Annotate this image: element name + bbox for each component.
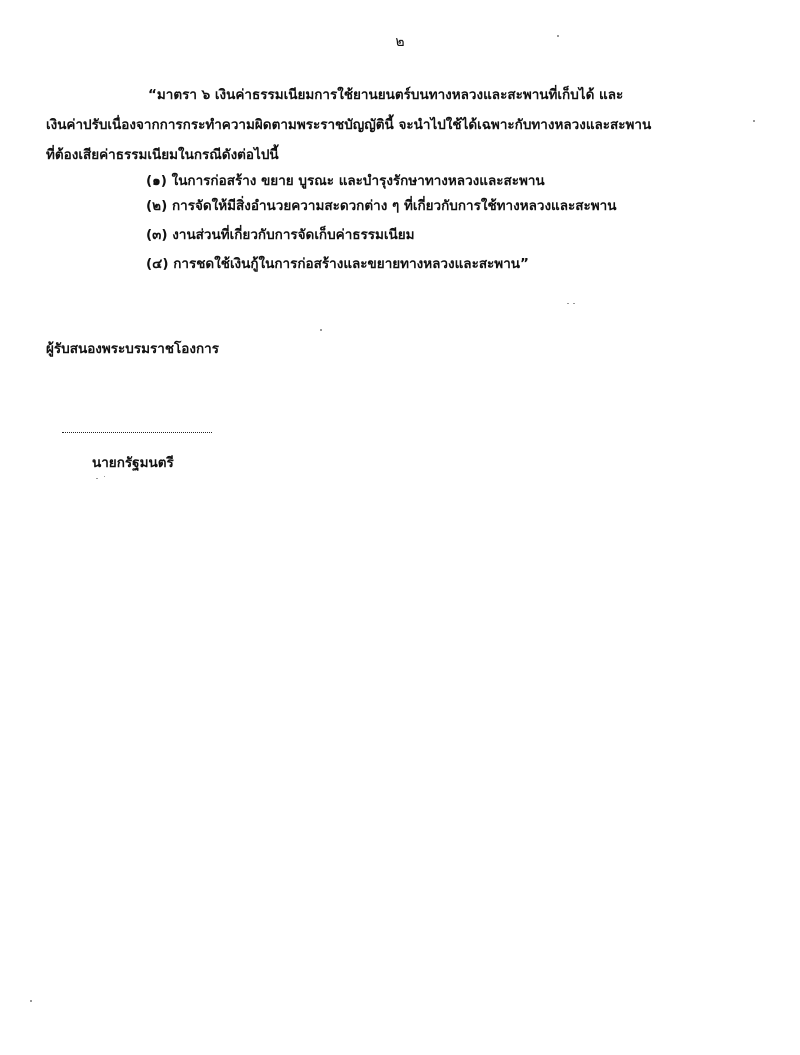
scan-speck [557,35,559,37]
scan-speck [30,1000,32,1002]
section-line-2: เงินค่าปรับเนื่องจากการกระทำความผิดตามพระราชบัญญัตินี้ จะนำไปใช้ได้เฉพาะกับทางหลวงและสะพาน [46,117,652,133]
list-item-1: (๑) ในการก่อสร้าง ขยาย บูรณะ และบำรุงรักษาทางหลวงและสะพาน [146,173,545,189]
scan-speck [96,478,98,479]
scan-speck [753,120,755,122]
list-item-3: (๓) งานส่วนที่เกี่ยวกับการจัดเก็บค่าธรรมเนียม [146,227,415,243]
prime-minister-title: นายกรัฐมนตรี [92,455,174,471]
scan-speck [104,476,105,477]
page-number: ๒ [395,34,405,50]
scan-speck [567,303,569,304]
signature-dotted-line [62,432,212,433]
section-line-3: ที่ต้องเสียค่าธรรมเนียมในกรณีดังต่อไปนี้ [46,147,279,163]
scan-speck [573,303,575,304]
countersign-heading: ผู้รับสนองพระบรมราชโองการ [46,341,219,357]
list-item-2: (๒) การจัดให้มีสิ่งอำนวยความสะดวกต่าง ๆ ที่เกี่ยวกับการใช้ทางหลวงและสะพาน [146,198,617,214]
section-intro-line: “มาตรา ๖ เงินค่าธรรมเนียมการใช้ยานยนตร์บนทางหลวงและสะพานที่เก็บได้ และ [148,87,624,103]
scan-speck [320,329,322,331]
list-item-4: (๔) การชดใช้เงินกู้ในการก่อสร้างและขยายทางหลวงและสะพาน” [146,256,529,272]
